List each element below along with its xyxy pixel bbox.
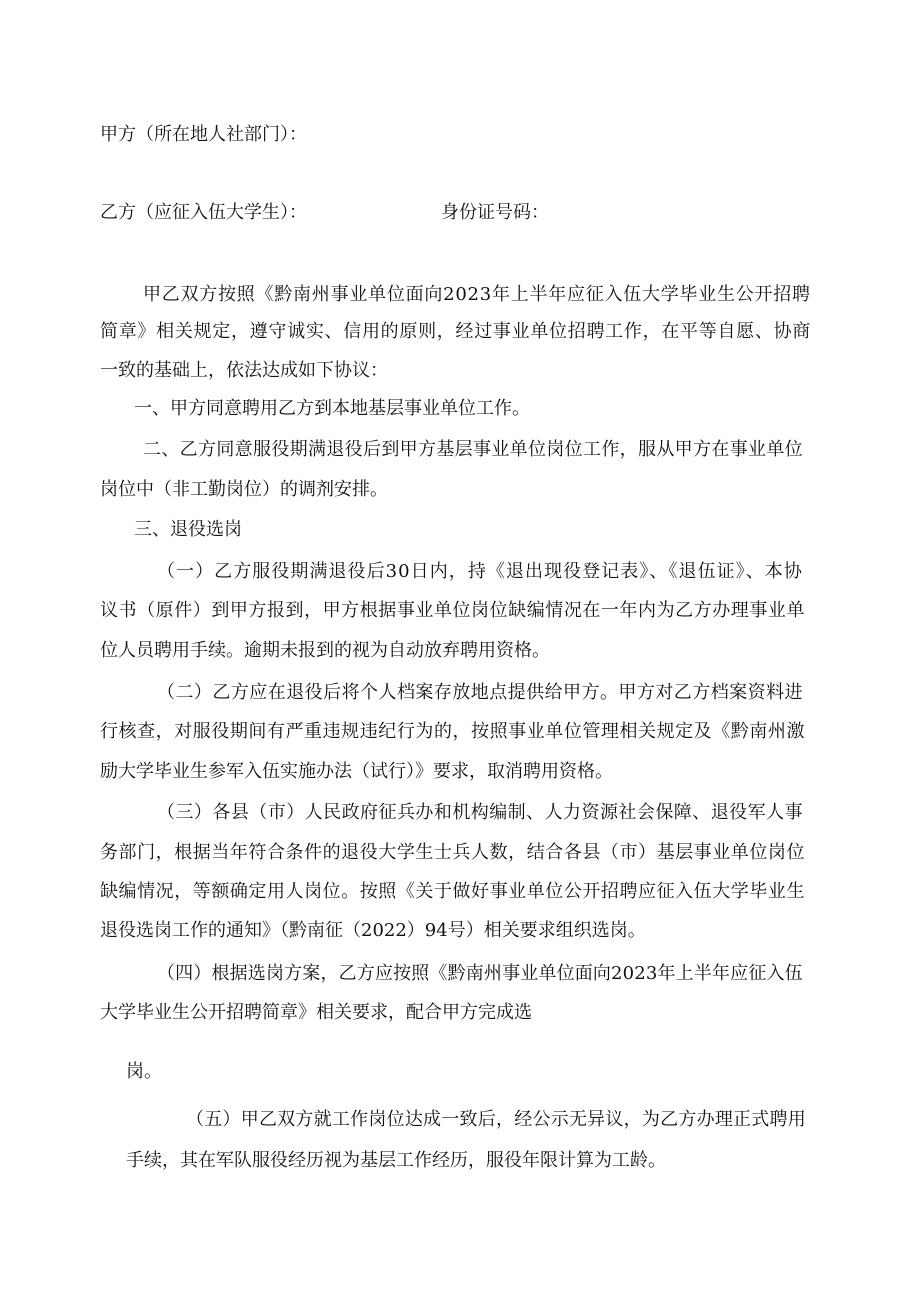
item-1-line-2: 议书（原件）到甲方报到，甲方根据事业单位岗位缺编情况在一年内为乙方办理事业单 — [100, 600, 805, 621]
clause-3-title: 三、退役选岗 — [134, 519, 242, 540]
item-2-line-1: （二）乙方应在退役后将个人档案存放地点提供给甲方。甲方对乙方档案资料进 — [157, 682, 803, 703]
item-3-line-2: 务部门，根据当年符合条件的退役大学生士兵人数，结合各县（市）基层事业单位岗位 — [100, 842, 805, 863]
item-4-line-3: 岗。 — [126, 1061, 162, 1082]
clause-2-line-1: 二、乙方同意服役期满退役后到甲方基层事业单位岗位工作，服从甲方在事业单位 — [143, 439, 803, 460]
intro-line-2: 简章》相关规定，遵守诚实、信用的原则，经过事业单位招聘工作，在平等自愿、协商 — [100, 321, 811, 342]
item-3-line-3: 缺编情况，等额确定用人岗位。按照《关于做好事业单位公开招聘应征入伍大学毕业生 — [100, 881, 805, 902]
clause-1: 一、甲方同意聘用乙方到本地基层事业单位工作。 — [134, 398, 530, 419]
item-1-line-3: 位人员聘用手续。逾期未报到的视为自动放弃聘用资格。 — [100, 640, 550, 661]
item-1-line-1: （一）乙方服役期满退役后30日内，持《退出现役登记表》、《退伍证》、本协 — [157, 561, 803, 582]
party-a-label: 甲方（所在地人社部门）： — [100, 124, 307, 145]
item-3-line-1: （三）各县（市）人民政府征兵办和机构编制、人力资源社会保障、退役军人事 — [157, 802, 803, 823]
intro-line-1: 甲乙双方按照《黔南州事业单位面向2023年上半年应征入伍大学毕业生公开招聘 — [143, 284, 811, 305]
item-5-line-1: （五）甲乙双方就工作岗位达成一致后，经公示无异议，为乙方办理正式聘用 — [186, 1109, 806, 1130]
clause-2-line-2: 岗位中（非工勤岗位）的调剂安排。 — [100, 479, 388, 500]
item-2-line-3: 励大学毕业生参军入伍实施办法（试行）》要求，取消聘用资格。 — [100, 761, 613, 782]
item-4-line-1: （四）根据选岗方案，乙方应按照《黔南州事业单位面向2023年上半年应征入伍 — [157, 963, 803, 984]
party-b-label: 乙方（应征入伍大学生）： — [100, 202, 307, 223]
item-4-line-2: 大学毕业生公开招聘简章》相关要求，配合甲方完成选 — [100, 1002, 532, 1023]
intro-line-3: 一致的基础上，依法达成如下协议： — [100, 360, 388, 381]
item-5-line-2: 手续，其在军队服役经历视为基层工作经历，服役年限计算为工龄。 — [126, 1150, 666, 1171]
item-2-line-2: 行核查，对服役期间有严重违规违纪行为的，按照事业单位管理相关规定及《黔南州激 — [100, 721, 805, 742]
item-3-line-4: 退役选岗工作的通知》（黔南征（2022）94号）相关要求组织选岗。 — [100, 920, 646, 941]
id-number-label: 身份证号码： — [441, 202, 549, 223]
